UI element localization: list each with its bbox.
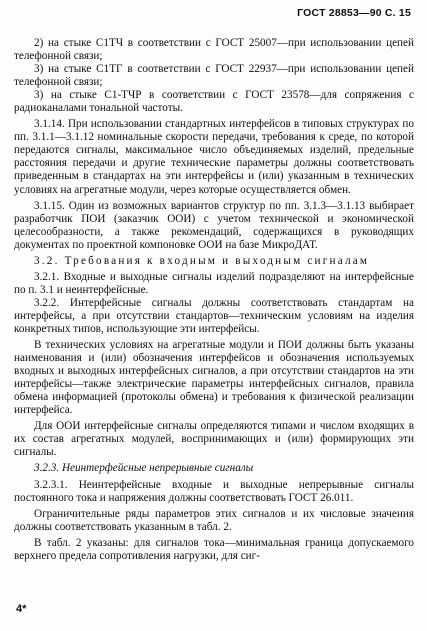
page-signature-mark: 4* xyxy=(16,603,27,615)
paragraph-list-item-stk-c1tch: 2) на стыке С1ТЧ в соответствии с ГОСТ 25007—при использовании цепей телефонной связи; xyxy=(14,37,414,63)
subheading-3-2-3: 3.2.3. Неинтерфейсные непрерывные сигналы xyxy=(34,462,254,475)
paragraph-3-2-3-1: 3.2.3.1. Неинтерфейсные входные и выходные непрерывные сигналы постоянного тока и напряжения должны соответствовать ГОСТ 26.011. xyxy=(14,478,414,504)
paragraph-technical-conditions: В технических условиях на агрегатные модули и ПОИ должны быть указаны наименования и (или) обозначения интерфейсов и обозначения используемых входных и выходных интерфейсных сигналов, а при отсутствии стандартов на эти интерфейсы—также электрические параметры интерфейсных сигналов, правила обмена информацией (протоколы обмена) и требования к физической реализации интерфейса. xyxy=(14,339,414,417)
paragraph-3-2-1: 3.2.1. Входные и выходные сигналы изделий подразделяют на интерфейсные по п. 3.1 и неинтерфейсные. xyxy=(14,270,414,296)
document-body xyxy=(14,37,414,563)
paragraph-list-item-stk-c1tchr: 3) на стыке С1-ТЧР в соответствии с ГОСТ 23578—для сопряжения с радиоканалами тональной частоты. xyxy=(14,89,414,115)
paragraph-list-item-stk-c1tg: 3) на стыке С1ТГ в соответствии с ГОСТ 22937—при использовании цепей телефонной связи; xyxy=(14,63,414,89)
paragraph-table-2: В табл. 2 указаны: для сигналов тока—минимальная граница допускаемого верхнего предела сопротивления нагрузки, для сиг- xyxy=(14,536,414,562)
paragraph-3-1-15: 3.1.15. Один из возможных вариантов структур по пп. 3.1.3—3.1.13 выбирает разработчик ПОИ (заказчик ООИ) с учетом технической и экономической целесообразности, а также рекомендаций, содержащихся в руководящих документах по проектной компоновке ООИ на базе МикроДАТ. xyxy=(14,199,414,251)
page-header: ГОСТ 28853—90 С. 15 xyxy=(297,7,411,19)
paragraph-3-1-14: 3.1.14. При использовании стандартных интерфейсов в типовых структурах по пп. 3.1.1—3.1.12 номинальные скорости передачи, требования к среде, по которой передаются сигналы, максимальное число объединяемых изделий, предельные расстояния передачи и другие технические параметры должны соответствовать приведенным в стандартах на эти интерфейсы и (или) указанным в технических условиях на агрегатные модули, через которые осуществляется обмен. xyxy=(14,118,414,196)
section-heading-3-2: 3.2. Требования к входным и выходным сигналам xyxy=(34,254,370,267)
paragraph-parameter-series: Ограничительные ряды параметров этих сигналов и их числовые значения должны соответствовать указанным в табл. 2. xyxy=(14,507,414,533)
paragraph-ooi-signals: Для ООИ интерфейсные сигналы определяются типами и числом входящих в их состав агрегатных модулей, воспринимающих и (или) формирующих эти сигналы. xyxy=(14,420,414,459)
paragraph-3-2-2: 3.2.2. Интерфейсные сигналы должны соответствовать стандартам на интерфейсы, а при отсутствии стандартов—техническим условиям на изделия конкретных типов, использующие эти интерфейсы. xyxy=(14,296,414,335)
